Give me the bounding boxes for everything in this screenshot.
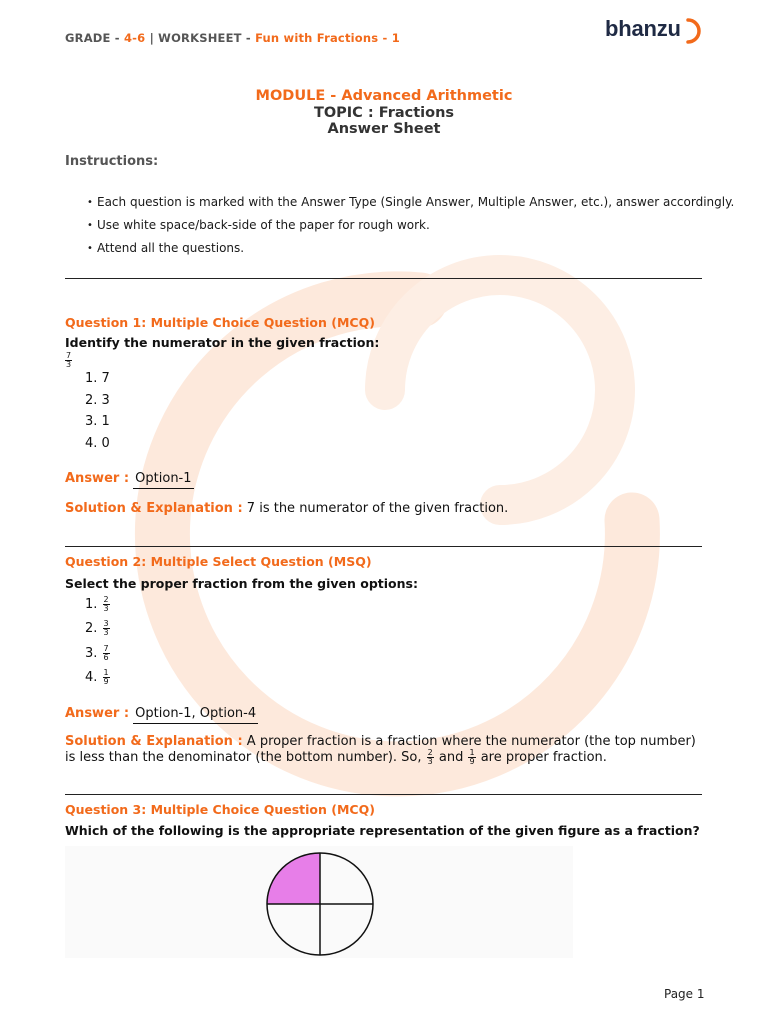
divider (65, 546, 702, 547)
solution-text: are proper fraction. (476, 750, 607, 765)
instruction-item: • Use white space/back-side of the paper for rough work. (87, 214, 734, 237)
q2-text: Select the proper fraction from the given options: (65, 576, 418, 591)
fraction-denominator: 9 (103, 677, 109, 686)
module-title: MODULE - Advanced Arithmetic (255, 88, 513, 104)
q3-text: Which of the following is the appropriate representation of the given figure as a fraction? (65, 823, 700, 838)
worksheet-label: | WORKSHEET - (145, 31, 256, 45)
answer-value: Option-1, Option-4 (133, 706, 258, 724)
worksheet-title: Fun with Fractions - 1 (255, 31, 400, 45)
q1-fraction (64, 350, 73, 369)
topic-title: TOPIC : Fractions (313, 105, 455, 121)
option-number: 1. (85, 597, 98, 612)
answer-label: Answer : (65, 471, 130, 486)
shaded-quarter (267, 853, 320, 904)
instruction-item: • Attend all the questions. (87, 237, 734, 260)
option-number: 4. (85, 670, 98, 685)
page-number: Page 1 (664, 987, 705, 1001)
fraction-denominator: 6 (103, 653, 109, 662)
fraction-denominator: 3 (427, 757, 433, 766)
q1-option-3: 3. 1 (85, 414, 110, 429)
q1-title: Question 1: Multiple Choice Question (MCQ) (65, 315, 375, 330)
logo-arc-icon (684, 17, 706, 45)
fraction-numerator: 1 (103, 668, 109, 677)
fraction-numerator: 7 (103, 644, 109, 653)
fraction-numerator: 7 (66, 351, 72, 360)
fraction-numerator: 1 (469, 748, 475, 757)
solution-text: and (434, 750, 468, 765)
fraction-circle-figure (265, 851, 377, 957)
instructions-list (87, 191, 734, 260)
fraction-numerator: 2 (427, 748, 433, 757)
solution-text: 7 is the numerator of the given fraction. (242, 501, 509, 516)
fraction-denominator: 3 (103, 628, 109, 637)
fraction-denominator: 3 (103, 604, 109, 613)
answer-label: Answer : (65, 706, 130, 721)
q3-title: Question 3: Multiple Choice Question (MCQ) (65, 802, 375, 817)
fraction-numerator: 2 (103, 595, 109, 604)
option-number: 3. (85, 646, 98, 661)
q1-answer (65, 471, 194, 486)
fraction-numerator: 3 (103, 619, 109, 628)
q2-title: Question 2: Multiple Select Question (MSQ) (65, 554, 372, 569)
q1-option-2: 2. 3 (85, 393, 110, 408)
q2-option-4 (85, 669, 111, 686)
q1-option-1: 1. 7 (85, 371, 110, 386)
q2-solution (65, 734, 705, 766)
sheet-title: Answer Sheet (327, 121, 441, 137)
solution-label: Solution & Explanation : (65, 734, 243, 749)
divider (65, 278, 702, 279)
q1-text: Identify the numerator in the given fraction: (65, 335, 380, 350)
instructions-heading: Instructions: (65, 154, 159, 169)
instruction-item: • Each question is marked with the Answer Type (Single Answer, Multiple Answer, etc.), answer accordingly. (87, 191, 734, 214)
answer-value: Option-1 (133, 471, 193, 489)
solution-text: A proper fraction is a fraction where the numerator (the top number) is less than the denominator (the bottom number). So, (65, 734, 696, 765)
title-block (0, 88, 768, 137)
fraction-denominator: 9 (469, 757, 475, 766)
q2-answer (65, 706, 258, 721)
q1-option-4: 4. 0 (85, 436, 110, 451)
q2-option-1 (85, 596, 111, 613)
grade-value: 4-6 (123, 31, 146, 45)
q2-option-2 (85, 620, 111, 637)
fraction-denominator: 3 (66, 360, 72, 369)
q1-solution (65, 501, 705, 516)
worksheet-header (65, 31, 400, 45)
solution-label: Solution & Explanation : (65, 501, 243, 516)
bhanzu-logo: bhanzu (605, 16, 681, 41)
grade-label: GRADE - (65, 31, 124, 45)
divider (65, 794, 702, 795)
q2-option-3 (85, 645, 111, 662)
option-number: 2. (85, 621, 98, 636)
